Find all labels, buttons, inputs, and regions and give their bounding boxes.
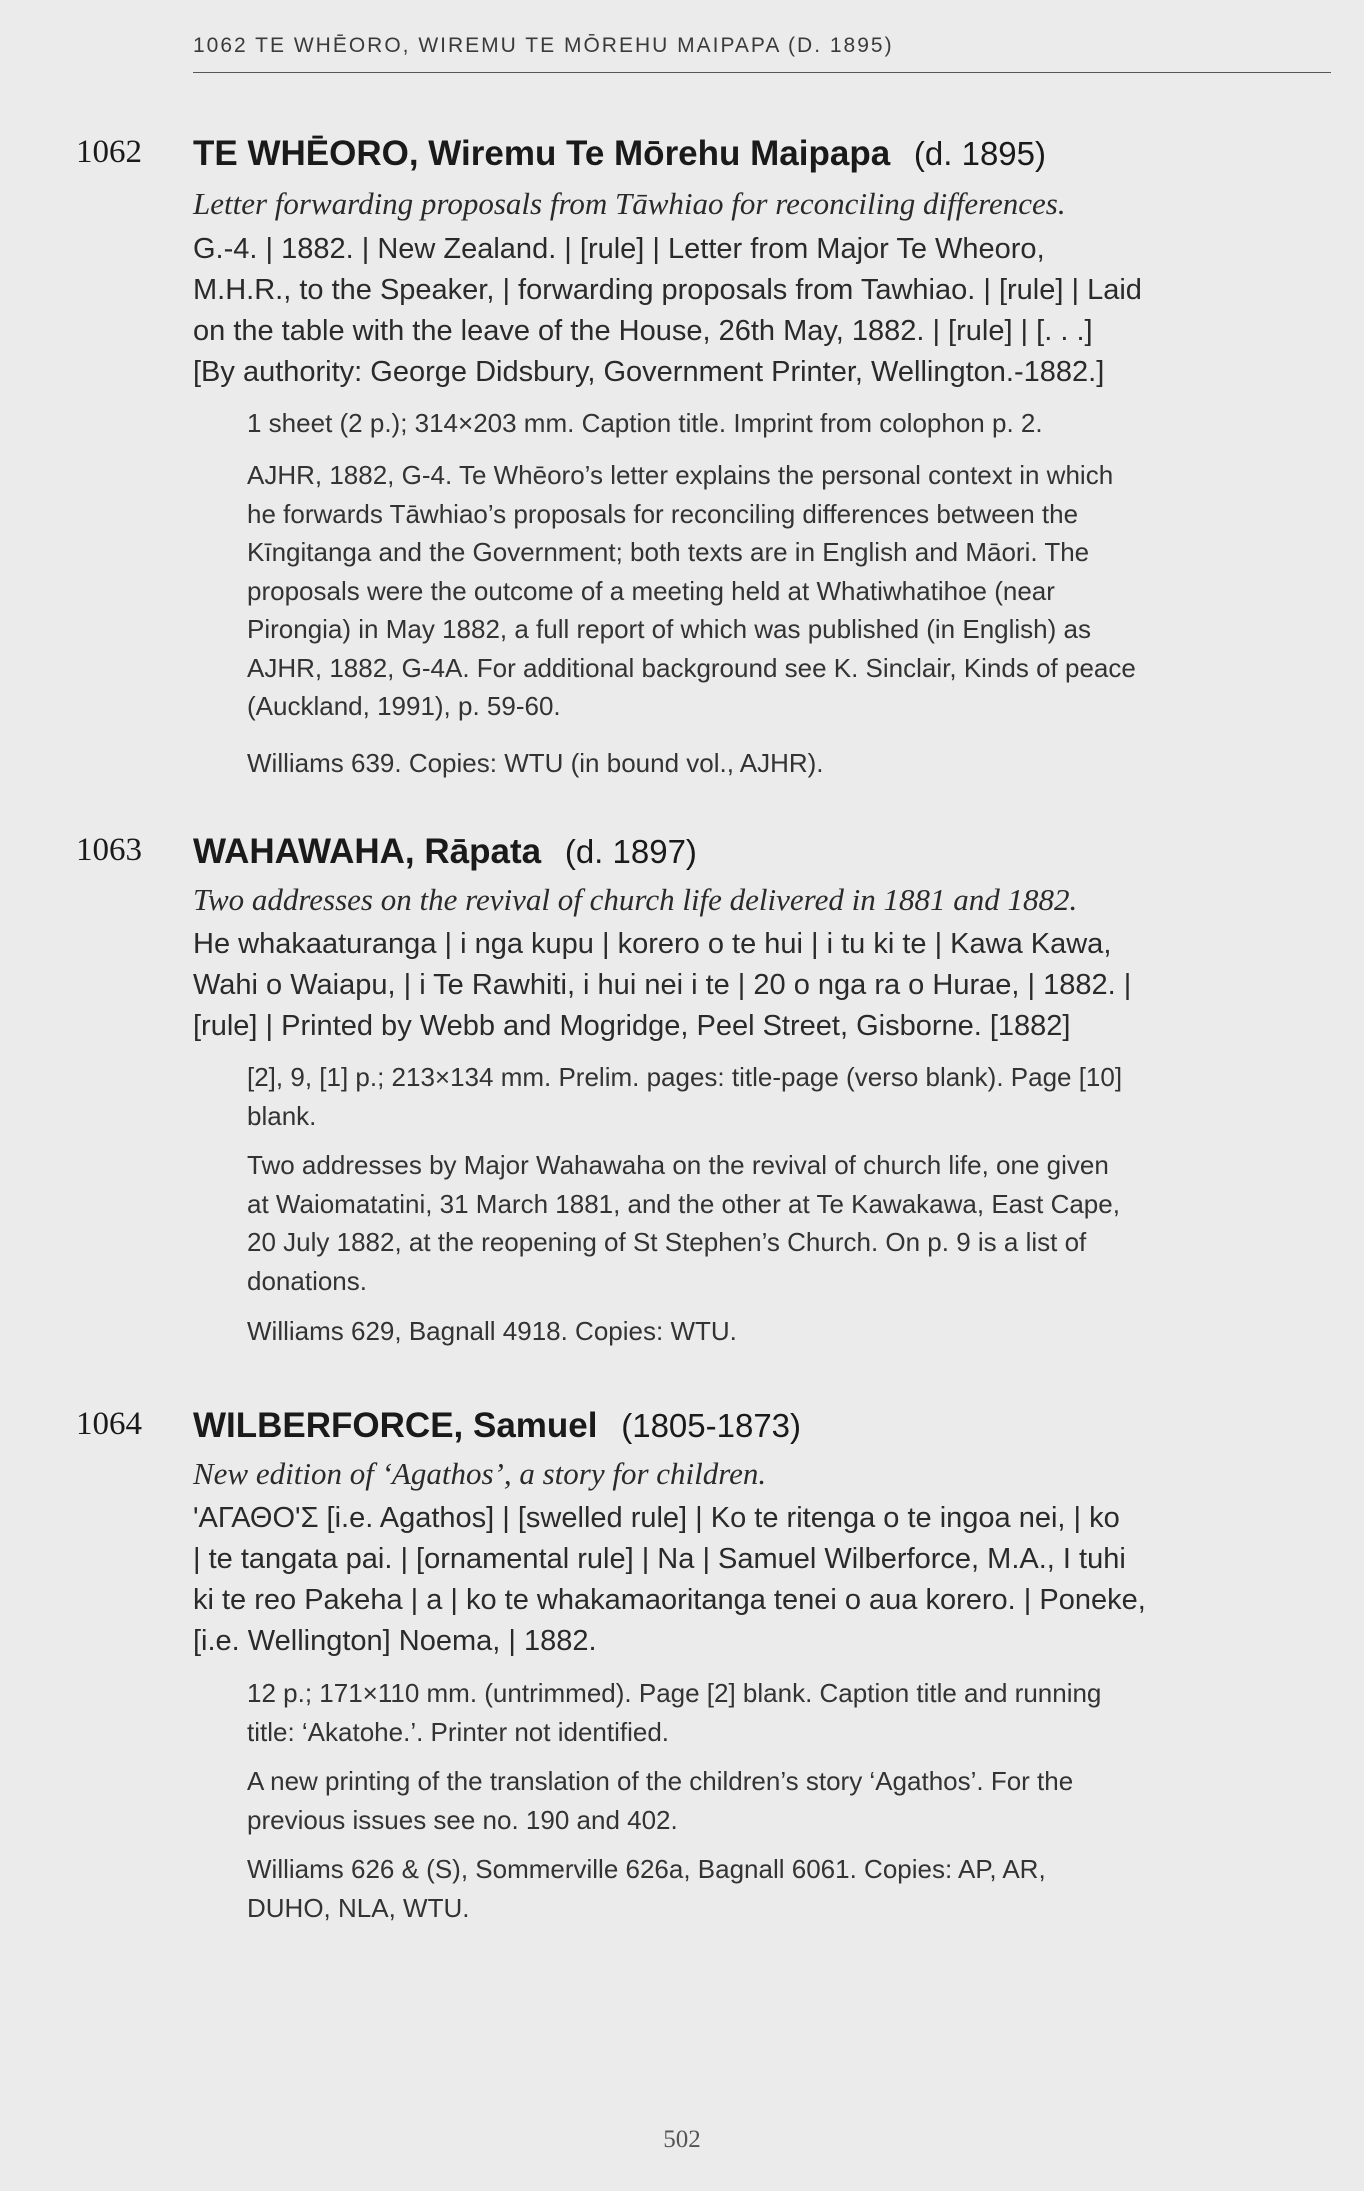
transcription-line: [i.e. Wellington] Noema, | 1882. [193, 1625, 597, 1657]
title-transcription [193, 229, 1333, 393]
author-forename: Wiremu Te Mōrehu Maipapa [428, 134, 891, 173]
entry-number: 1062 [76, 134, 142, 170]
work-title: Two addresses on the revival of church life delivered in 1881 and 1882. [193, 882, 1078, 917]
header-rule [193, 72, 1331, 73]
transcription-line: Wahi o Waiapu, | i Te Rawhiti, i hui nei i te | 20 o nga ra o Hurae, | 1882. | [193, 969, 1132, 1001]
entry-heading [193, 134, 1046, 174]
author-surname: WAHAWAHA, [193, 832, 415, 871]
physical-description: 12 p.; 171×110 mm. (untrimmed). Page [2] blank. Caption title and running title: ‘Akatohe.’. Printer not identified. [247, 1678, 1102, 1747]
transcription-line: [By authority: George Didsbury, Government Printer, Wellington.-1882.] [193, 356, 1105, 388]
page-number: 502 [663, 2126, 701, 2153]
transcription-line: [rule] | Printed by Webb and Mogridge, Peel Street, Gisborne. [1882] [193, 1010, 1071, 1042]
entry-heading [193, 832, 697, 872]
transcription-line: M.H.R., to the Speaker, | forwarding proposals from Tawhiao. | [rule] | Laid [193, 274, 1142, 306]
entry-number: 1064 [76, 1406, 142, 1442]
references-copies: Williams 629, Bagnall 4918. Copies: WTU. [247, 1316, 737, 1346]
work-title: New edition of ‘Agathos’, a story for children. [193, 1456, 767, 1491]
references-copies: Williams 639. Copies: WTU (in bound vol., AJHR). [247, 748, 824, 778]
transcription-line: | te tangata pai. | [ornamental rule] | Na | Samuel Wilberforce, M.A., I tuhi [193, 1543, 1126, 1575]
title-transcription [193, 1498, 1333, 1662]
entry-notes: A new printing of the translation of the children’s story ‘Agathos’. For the previous issues see no. 190 and 402. [247, 1766, 1074, 1835]
transcription-line: on the table with the leave of the House, 26th May, 1882. | [rule] | [. . .] [193, 315, 1093, 347]
author-surname: WILBERFORCE, [193, 1406, 464, 1445]
entry-notes: AJHR, 1882, G-4. Te Whēoro’s letter explains the personal context in which he forwards Tāwhiao’s proposals for reconciling differences between the Kīngitanga and the Government; both texts are in English and Māori. The proposals were the outcome of a meeting held at Whatiwhatihoe (near Pirongia) in May 1882, a full report of which was published (in English) as AJHR, 1882, G-4A. For additional background see K. Sinclair, Kinds of peace (Auckland, 1991), p. 59-60. [247, 460, 1136, 721]
title-transcription [193, 924, 1333, 1047]
work-title: Letter forwarding proposals from Tāwhiao for reconciling differences. [193, 186, 1066, 221]
running-head: 1062 TE WHĒORO, WIREMU TE MŌREHU MAIPAPA (D. 1895) [193, 34, 894, 57]
author-forename: Rāpata [424, 832, 542, 871]
entry-heading [193, 1406, 801, 1446]
transcription-line: ʹΑΓΑΘΟʹΣ [i.e. Agathos] | [swelled rule] | Ko te ritenga o te ingoa nei, | ko [193, 1502, 1120, 1534]
references-copies: Williams 626 & (S), Sommerville 626a, Bagnall 6061. Copies: AP, AR, DUHO, NLA, WTU. [247, 1854, 1046, 1923]
physical-description: 1 sheet (2 p.); 314×203 mm. Caption title. Imprint from colophon p. 2. [247, 408, 1043, 438]
author-surname: TE WHĒORO, [193, 134, 419, 173]
author-forename: Samuel [473, 1406, 598, 1445]
entry-notes: Two addresses by Major Wahawaha on the revival of church life, one given at Waiomatatini, 31 March 1881, and the other at Te Kawakawa, East Cape, 20 July 1882, at the reopening of St Stephen’s Church. On p. 9 is a list of donations. [247, 1150, 1120, 1296]
entry-number: 1063 [76, 832, 142, 868]
transcription-line: ki te reo Pakeha | a | ko te whakamaoritanga tenei o aua korero. | Poneke, [193, 1584, 1146, 1616]
transcription-line: He whakaaturanga | i nga kupu | korero o te hui | i tu ki te | Kawa Kawa, [193, 928, 1112, 960]
physical-description: [2], 9, [1] p.; 213×134 mm. Prelim. pages: title-page (verso blank). Page [10] blank. [247, 1062, 1123, 1131]
transcription-line: G.-4. | 1882. | New Zealand. | [rule] | Letter from Major Te Wheoro, [193, 233, 1045, 265]
author-dates: (1805-1873) [621, 1407, 802, 1444]
author-dates: (d. 1897) [564, 833, 697, 870]
author-dates: (d. 1895) [913, 135, 1046, 172]
